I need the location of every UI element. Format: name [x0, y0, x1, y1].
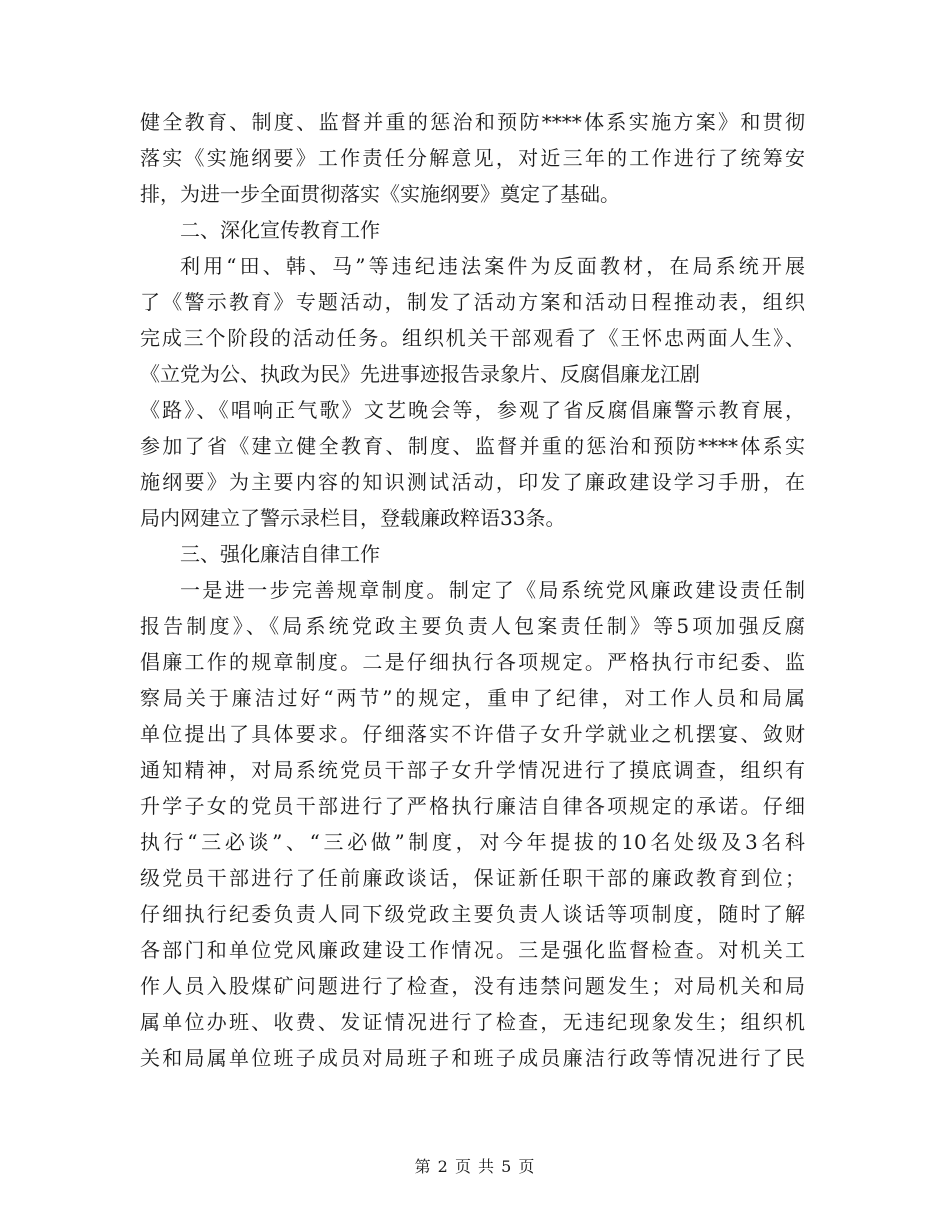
text-line: 倡廉工作的规章制度。二是仔细执行各项规定。严格执行市纪委、监: [140, 650, 805, 674]
text-line: 局内网建立了警示录栏目，登载廉政粹语33条。: [140, 506, 566, 530]
text-line: 一是进一步完善规章制度。制定了《局系统党风廉政建设责任制: [180, 578, 805, 602]
document-body: [140, 104, 805, 1076]
text-line: 单位提出了具体要求。仔细落实不许借子女升学就业之机摆宴、敛财: [140, 722, 805, 746]
text-line: 作人员入股煤矿问题进行了检查，没有违禁问题发生；对局机关和局: [140, 974, 805, 998]
text-line: 落实《实施纲要》工作责任分解意见，对近三年的工作进行了统筹安: [140, 146, 805, 170]
text-line: 仔细执行纪委负责人同下级党政主要负责人谈话等项制度，随时了解: [140, 902, 805, 926]
text-line: 通知精神，对局系统党员干部子女升学情况进行了摸底调查，组织有: [140, 758, 805, 782]
text-line: 各部门和单位党风廉政建设工作情况。三是强化监督检查。对机关工: [140, 938, 805, 962]
page-number-footer: 第 2 页 共 5 页: [414, 1157, 536, 1176]
text-line: 利用“田、韩、马”等违纪违法案件为反面教材，在局系统开展: [180, 254, 805, 278]
text-line: 施纲要》为主要内容的知识测试活动，印发了廉政建设学习手册，在: [140, 470, 805, 494]
text-line: 级党员干部进行了任前廉政谈话，保证新任职干部的廉政教育到位；: [140, 866, 805, 890]
text-line: 升学子女的党员干部进行了严格执行廉洁自律各项规定的承诺。仔细: [140, 794, 805, 818]
text-line: 健全教育、制度、监督并重的惩治和预防****体系实施方案》和贯彻: [140, 110, 805, 134]
text-line: 执行“三必谈”、“三必做”制度，对今年提拔的10名处级及3名科: [140, 830, 805, 854]
text-line: 报告制度》、《局系统党政主要负责人包案责任制》等5项加强反腐: [140, 614, 805, 638]
text-line: 了《警示教育》专题活动，制发了活动方案和活动日程推动表，组织: [140, 290, 805, 314]
section-heading: 三、强化廉洁自律工作: [180, 542, 380, 566]
text-line: 参加了省《建立健全教育、制度、监督并重的惩治和预防****体系实: [140, 434, 805, 458]
section-heading: 二、深化宣传教育工作: [180, 218, 380, 242]
text-line: 属单位办班、收费、发证情况进行了检查，无违纪现象发生；组织机: [140, 1010, 805, 1034]
text-line: 关和局属单位班子成员对局班子和班子成员廉洁行政等情况进行了民: [140, 1046, 805, 1070]
text-line: 排，为进一步全面贯彻落实《实施纲要》奠定了基础。: [140, 182, 620, 206]
text-line: 完成三个阶段的活动任务。组织机关干部观看了《王怀忠两面人生》、: [140, 326, 805, 350]
text-line: 《立党为公、执政为民》先进事迹报告录象片、反腐倡廉龙江剧: [140, 362, 700, 386]
text-line: 察局关于廉洁过好“两节”的规定，重申了纪律，对工作人员和局属: [140, 686, 805, 710]
text-line: 《路》、《唱响正气歌》文艺晚会等，参观了省反腐倡廉警示教育展，: [140, 398, 805, 422]
